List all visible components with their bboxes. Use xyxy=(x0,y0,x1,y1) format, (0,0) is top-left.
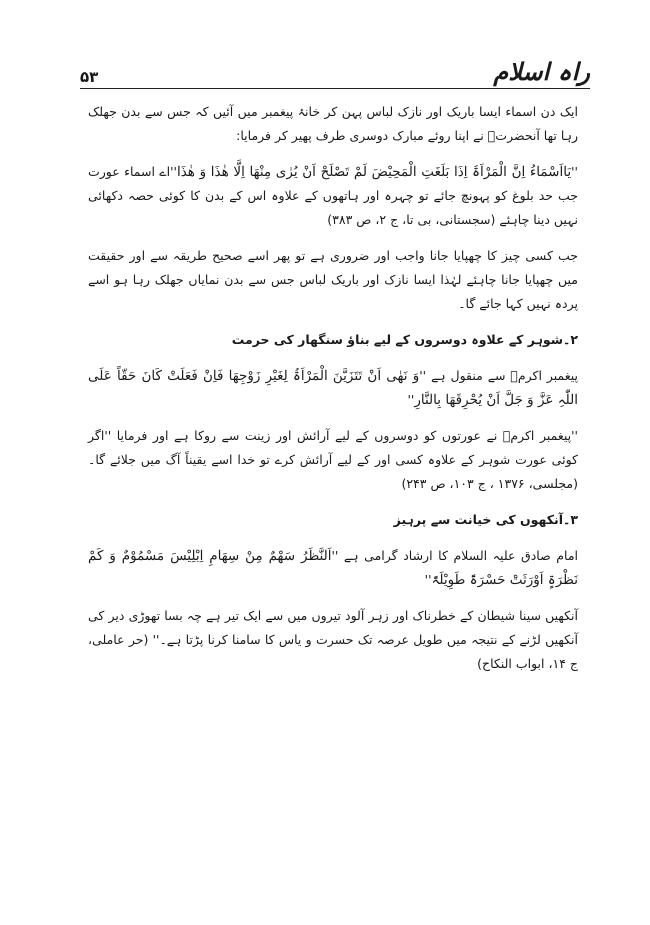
paragraph xyxy=(88,544,578,592)
urdu-text: آنکھیں سینا شیطان کے خطرناک اور زہر آلود تیروں میں سے ایک تیر ہے چہ بسا تھوڑی دیر کی آنکھیں لڑنے کے نتیجہ میں طویل عرصہ تک حسرت و یاس کا سامنا کرنا پڑتا ہے۔'' (حر عاملی، ج ۱۴، ابواب النکاح) xyxy=(88,608,578,671)
paragraph xyxy=(88,160,578,232)
header-rule xyxy=(80,88,590,89)
paragraph xyxy=(88,604,578,676)
arabic-quote: اَلنَّظَرُ سَھْمٌ مِنْ سِھَامِ اِبْلِیْسَ مَسْمُوْمٌ وَ کَمْ نَظْرَۃٍ اَوْرَثَتْ حَسْرَۃً طَوِیْلَۃً xyxy=(88,548,578,588)
urdu-text: جب کسی چیز کا چھپایا جانا واجب اور ضروری ہے تو پھر اسے صحیح طریقہ سے اور حقیقت میں چھپایا جانا چاہئے لہٰذا ایسا نازک اور باریک لباس جس سے بدن نمایاں جھلک رہا ہو اسے پردہ نہیں کہا جائے گا۔ xyxy=(88,248,578,311)
urdu-text: '' xyxy=(424,572,432,587)
section-heading xyxy=(88,508,578,532)
urdu-text: '' xyxy=(571,164,578,179)
arabic-quote: یَااَسْمَاءُ اِنَّ الْمَرْاَۃَ اِذَا بَلَغَتِ الْمَحِیْضَ لَمْ تَصْلَحْ اَنْ یُرٰی مِنْھَا اِلَّا ھٰذَا وَ ھٰذَا xyxy=(176,164,572,180)
paragraph xyxy=(88,424,578,496)
paragraph xyxy=(88,100,578,148)
urdu-text: ۳۔آنکھوں کی خیانت سے پرہیز xyxy=(393,512,578,527)
arabic-quote: وَ نَھٰی اَنْ تَتَزَیَّنَ الْمَرْاَۃُ لِغَیْرِ زَوْجِھَا فَاِنْ فَعَلَتْ کَانَ حَقّاً عَلَی اللّٰہِ عَزَّ وَ جَلَّ اَنْ یُحْرِقَھَا بِالنَّارِ xyxy=(88,368,578,408)
urdu-text: '' xyxy=(407,392,415,407)
page-header xyxy=(80,52,590,86)
paragraph xyxy=(88,244,578,316)
urdu-text: امام صادق علیہ السلام کا ارشاد گرامی ہے '' xyxy=(331,548,578,563)
urdu-text: پیغمبر اکرمؐ سے منقول ہے '' xyxy=(419,368,578,383)
paragraph xyxy=(88,364,578,412)
urdu-text: ۲۔شوہر کے علاوہ دوسروں کے لیے بناؤ سنگھار کی حرمت xyxy=(231,332,578,347)
section-heading xyxy=(88,328,578,352)
book-title: راہ اسلام xyxy=(493,57,590,86)
page-number: ۵۳ xyxy=(80,68,99,86)
urdu-text: ''پیغمبر اکرمؐ نے عورتوں کو دوسروں کے لیے آرائش اور زینت سے روکا ہے اور فرمایا ''اگر کوئی عورت شوہر کے علاوہ کسی اور کے لیے آرائش کرے تو خدا اسے یقیناً آگ میں جلائے گا۔ (مجلسی، ۱۳۷۶ ، ج ۱۰۳، ص ۲۴۳) xyxy=(88,428,578,491)
urdu-text: ایک دن اسماء ایسا باریک اور نازک لباس پہن کر خانۂ پیغمبر میں آئیں کہ جس سے بدن جھلک رہا تھا آنحضرتؐ نے اپنا روئے مبارک دوسری طرف پھیر کر فرمایا: xyxy=(88,104,578,143)
urdu-text: ''اے اسماء عورت جب حد بلوغ کو پہونچ جائے تو چہرہ اور ہاتھوں کے علاوہ اس کے بدن کا کوئی حصہ دکھائی نہیں دینا چاہئے (سجستانی، بی تا، ج ۲، ص ۳۸۳) xyxy=(88,164,578,227)
page-body xyxy=(88,100,578,688)
